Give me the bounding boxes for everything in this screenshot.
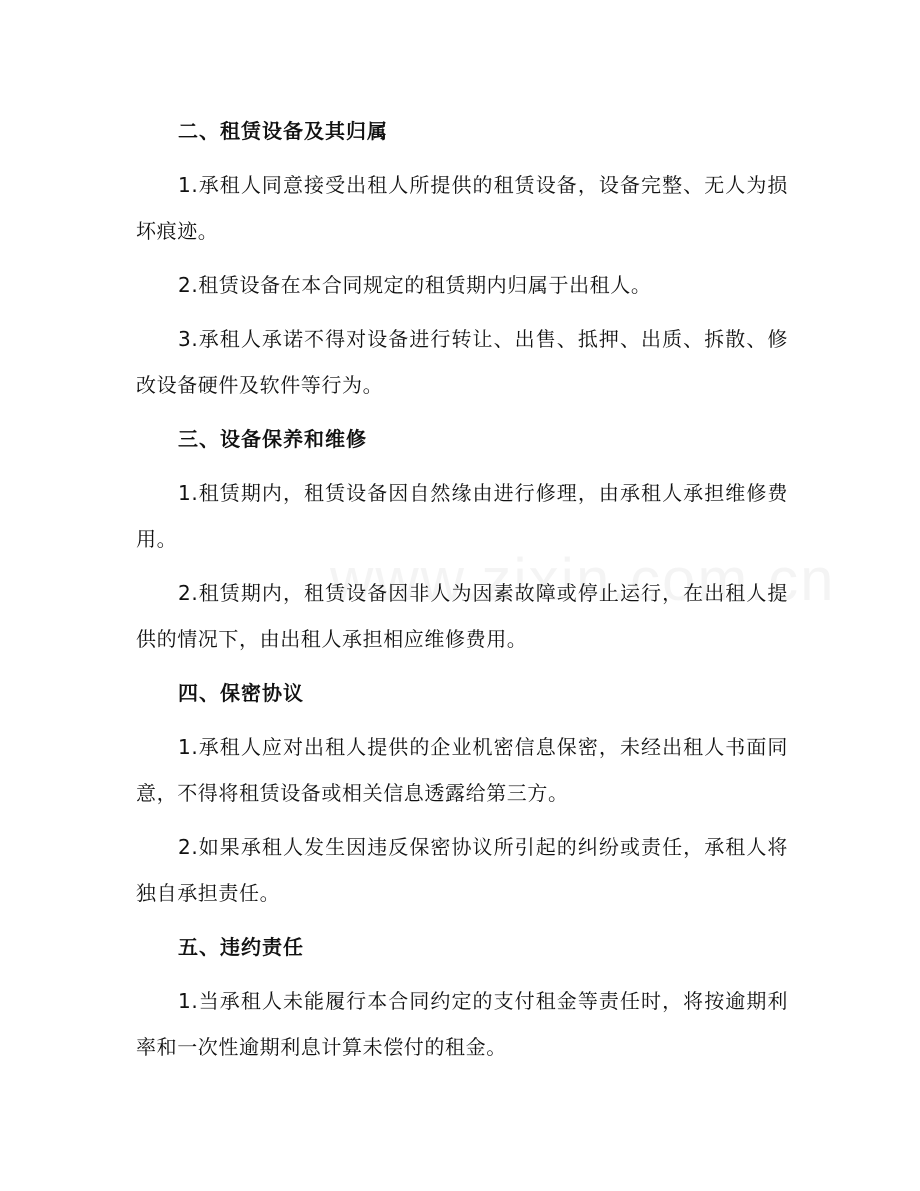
paragraph: 3.承租人承诺不得对设备进行转让、出售、抵押、出质、拆散、修改设备硬件及软件等行为。 [136, 327, 788, 397]
paragraph: 1.承租人应对出租人提供的企业机密信息保密，未经出租人书面同意，不得将租赁设备或相关信息透露给第三方。 [136, 735, 788, 805]
paragraph: 1.租赁期内，租赁设备因自然缘由进行修理，由承租人承担维修费用。 [136, 481, 788, 551]
paragraph: 1.承租人同意接受出租人所提供的租赁设备，设备完整、无人为损坏痕迹。 [136, 173, 788, 243]
section-heading-breach: 五、违约责任 [178, 935, 304, 959]
paragraph: 1.当承租人未能履行本合同约定的支付租金等责任时，将按逾期利率和一次性逾期利息计算未偿付的租金。 [136, 989, 788, 1059]
section-heading-rental-equipment: 二、租赁设备及其归属 [178, 119, 388, 143]
section-heading-maintenance: 三、设备保养和维修 [178, 427, 367, 451]
paragraph: 2.租赁期内，租赁设备因非人为因素故障或停止运行，在出租人提供的情况下，由出租人承担相应维修费用。 [136, 581, 788, 651]
document-body [136, 108, 788, 1078]
paragraph: 2.租赁设备在本合同规定的租赁期内归属于出租人。 [178, 273, 652, 297]
section-heading-confidentiality: 四、保密协议 [178, 681, 304, 705]
paragraph: 2.如果承租人发生因违反保密协议所引起的纠纷或责任，承租人将独自承担责任。 [136, 835, 788, 905]
